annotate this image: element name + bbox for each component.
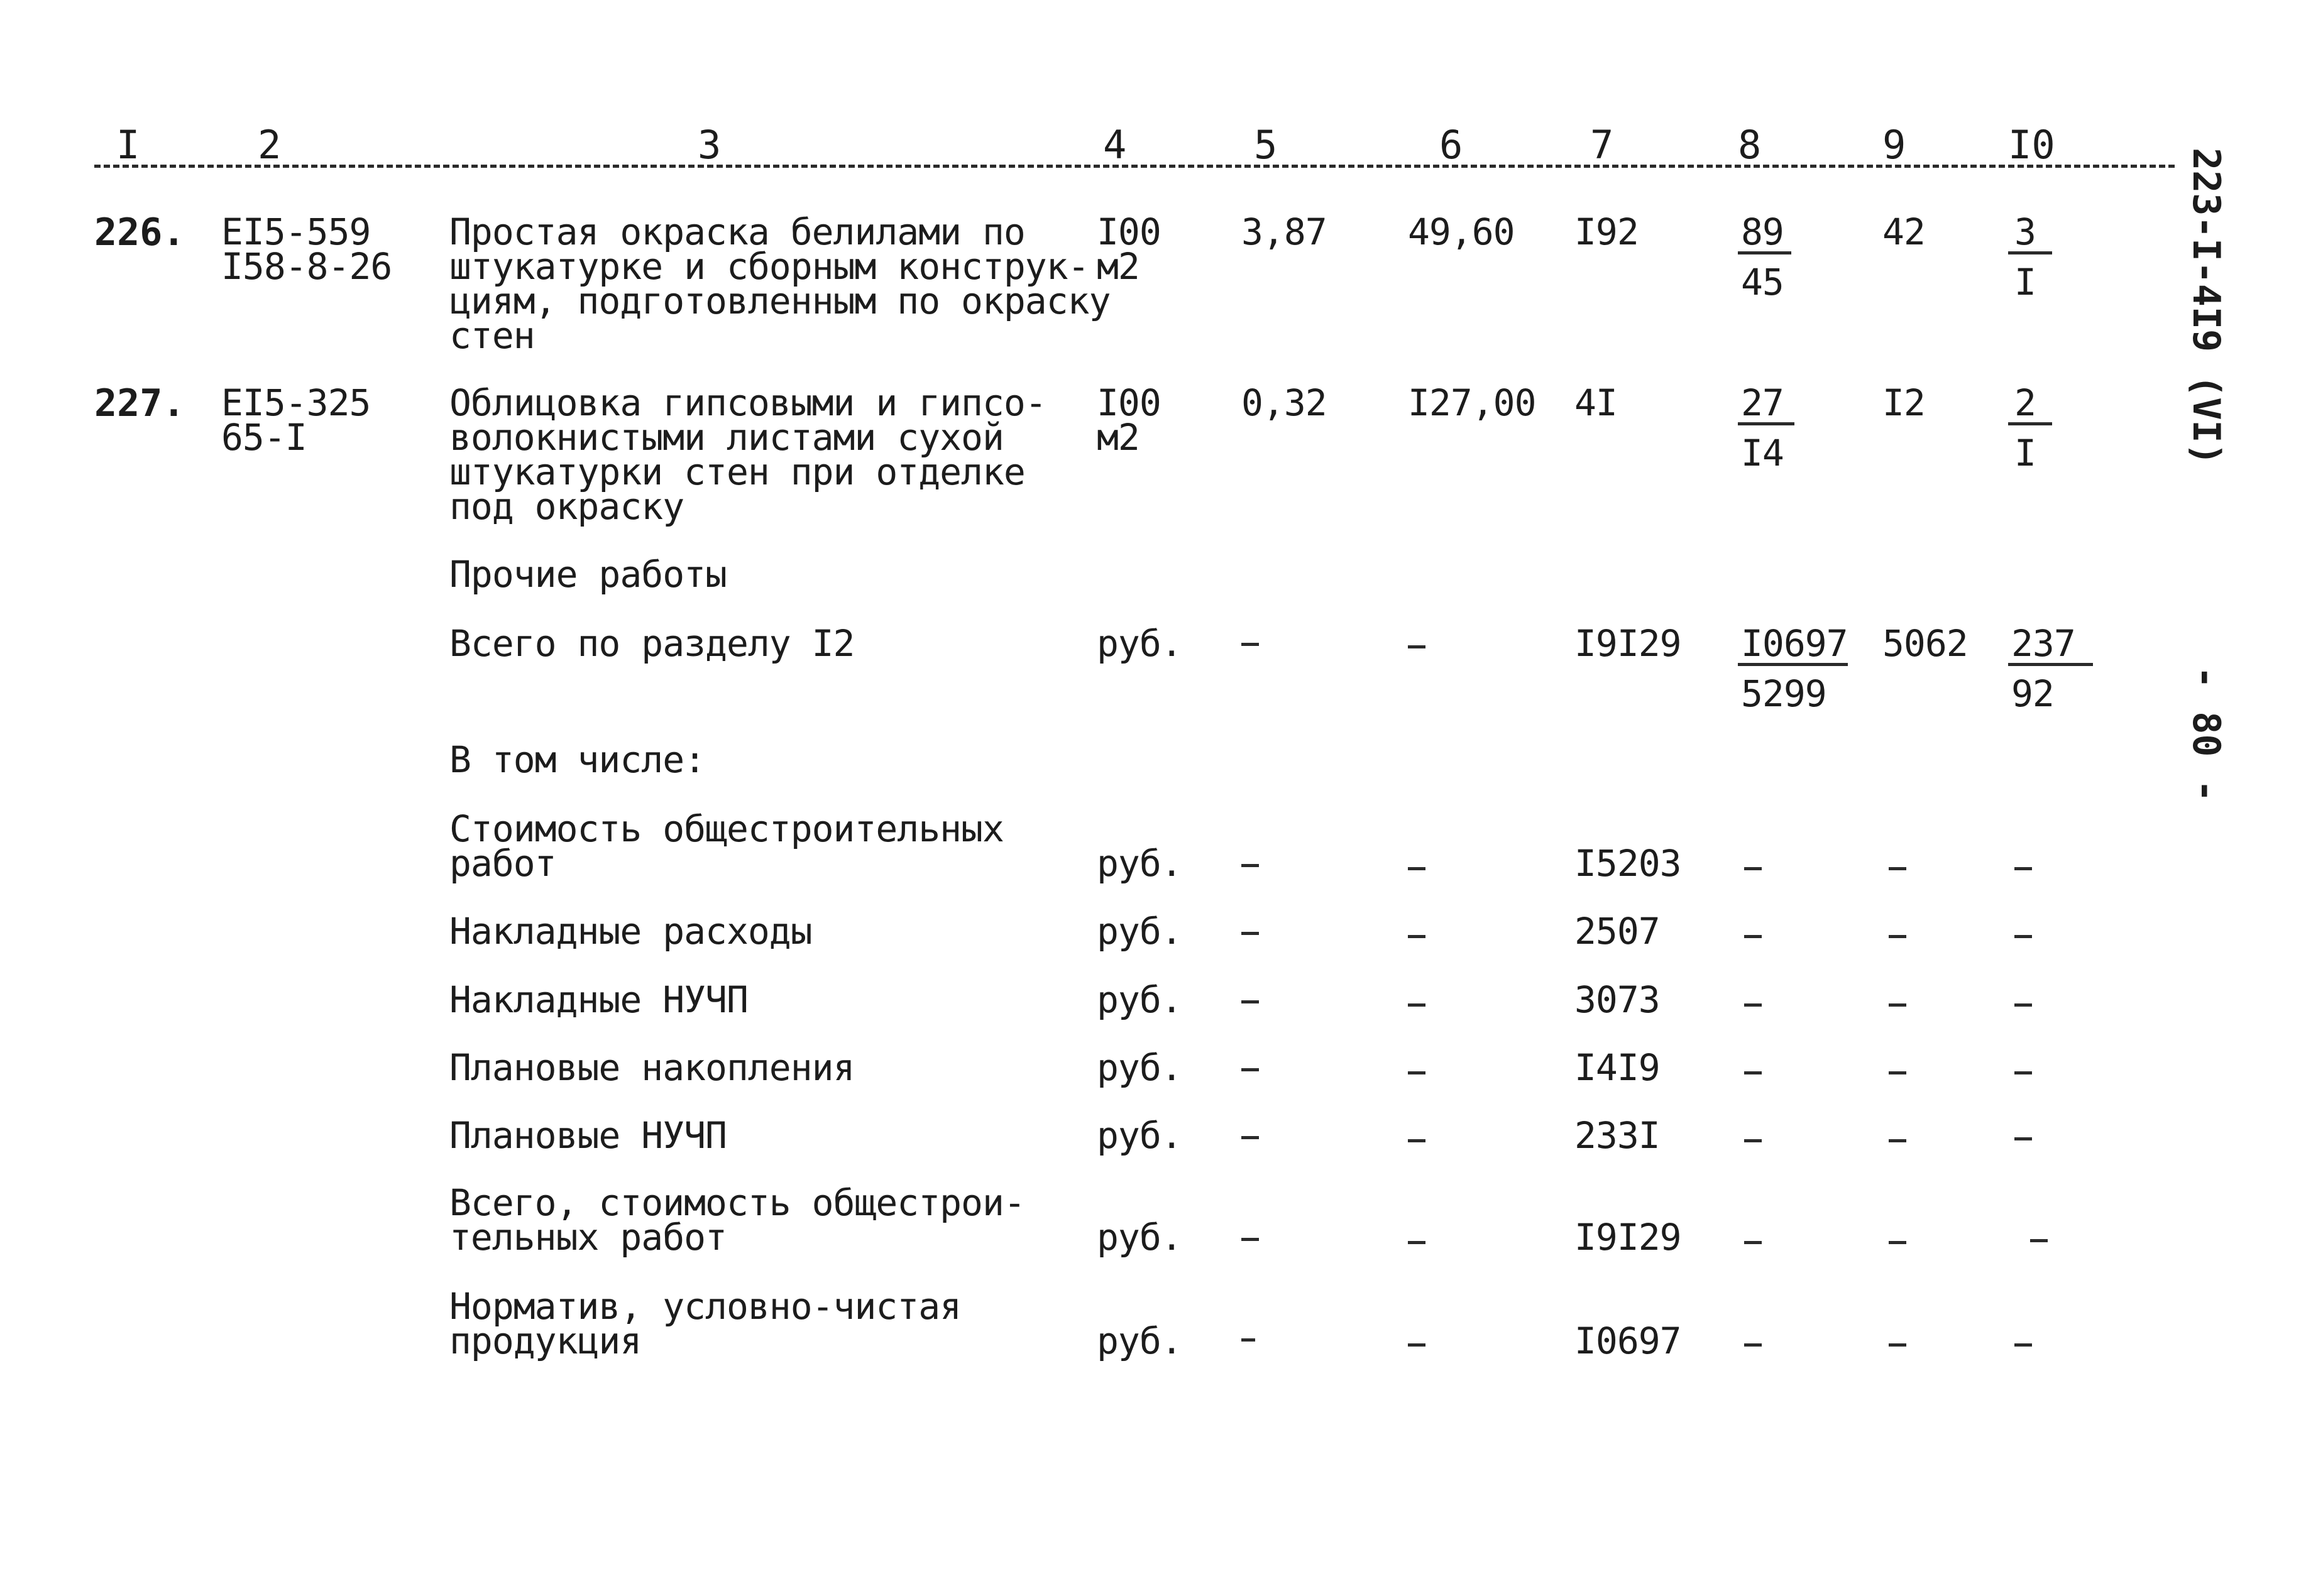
fraction-line [1738, 422, 1794, 425]
cell-col8-top: 27 [1741, 381, 1784, 424]
work-description: волокнистыми листами сухой [449, 416, 1004, 459]
norm-code: I58-8-26 [221, 245, 392, 288]
dash [1889, 1071, 1906, 1074]
cell-col8-top: 89 [1741, 210, 1784, 253]
dash [1744, 935, 1762, 938]
dash [2014, 1071, 2032, 1074]
summary-label: продукция [449, 1320, 642, 1362]
dash [1241, 1068, 1259, 1071]
dash [1408, 1071, 1425, 1074]
fraction-line [2008, 251, 2052, 254]
cell-col10-top: 237 [2011, 622, 2075, 665]
cell-col10-top: 3 [2014, 210, 2036, 253]
summary-label: Норматив, условно-чистая [449, 1285, 962, 1328]
fraction-line [2008, 422, 2052, 425]
dash [2014, 867, 2032, 870]
dash [2014, 1343, 2032, 1347]
dash [1241, 1136, 1259, 1139]
column-header: I0 [2008, 122, 2055, 168]
dash [1744, 1003, 1762, 1007]
cell-col7: 2507 [1574, 910, 1660, 953]
column-header: I [116, 122, 140, 168]
fraction-line [2008, 663, 2093, 666]
document-code: 223-I-4I9 (VI) [2184, 148, 2228, 466]
cell-col7: 4I [1574, 381, 1617, 424]
unit: I00 [1097, 210, 1161, 253]
dash [1241, 1000, 1259, 1003]
unit: I00 [1097, 381, 1161, 424]
dash [1408, 1139, 1425, 1142]
column-header: 9 [1882, 122, 1906, 168]
summary-label: тельных работ [449, 1216, 727, 1259]
unit: м2 [1097, 245, 1140, 288]
cell-col10-top: 2 [2014, 381, 2036, 424]
dash [1241, 932, 1259, 935]
dash [1889, 1003, 1906, 1007]
work-description: штукатурке и сборным конструк- [449, 245, 1089, 288]
cell-col8-bottom: I4 [1741, 432, 1784, 474]
fraction-line [1738, 663, 1848, 666]
dash [1889, 1241, 1906, 1244]
column-header: 7 [1590, 122, 1614, 168]
cell-col7: 233I [1574, 1114, 1660, 1157]
column-header: 2 [258, 122, 282, 168]
dash [1241, 1338, 1255, 1342]
dash [1408, 1241, 1425, 1244]
unit: руб. [1097, 1046, 1182, 1089]
cell-col7: I9I29 [1574, 1216, 1681, 1259]
cell-col6: I27,00 [1408, 381, 1536, 424]
unit: руб. [1097, 622, 1182, 665]
cell-col8-top: I0697 [1741, 622, 1848, 665]
dash [1408, 867, 1425, 870]
unit: руб. [1097, 1320, 1182, 1362]
cell-col10-bottom: I [2014, 432, 2036, 474]
cell-col7: I92 [1574, 210, 1639, 253]
cell-col7: I9I29 [1574, 622, 1681, 665]
work-description: под окраску [449, 485, 684, 528]
cell-col7: I0697 [1574, 1320, 1681, 1362]
dash [1889, 1139, 1906, 1142]
cell-col8-bottom: 5299 [1741, 672, 1826, 715]
dash [2014, 1003, 2032, 1007]
unit: руб. [1097, 910, 1182, 953]
dash [1241, 864, 1259, 867]
summary-label: Плановые накопления [449, 1046, 855, 1089]
summary-label: Стоимость общестроительных [449, 807, 1004, 850]
dash [1744, 1139, 1762, 1142]
summary-label: работ [449, 842, 556, 885]
cell-col7: I5203 [1574, 842, 1681, 885]
column-header: 8 [1738, 122, 1762, 168]
dash [1241, 1238, 1259, 1241]
cell-col10-bottom: I [2014, 261, 2036, 303]
unit: м2 [1097, 416, 1140, 459]
unit: руб. [1097, 1114, 1182, 1157]
dash [1744, 867, 1762, 870]
dash [2014, 935, 2032, 938]
dash [2030, 1239, 2048, 1242]
work-description: штукатурки стен при отделке [449, 451, 1025, 493]
unit: руб. [1097, 978, 1182, 1021]
cell-col10-bottom: 92 [2011, 672, 2054, 715]
work-description: циям, подготовленным по окраску [449, 280, 1111, 322]
column-header: 3 [698, 122, 722, 168]
cell-col9: I2 [1882, 381, 1925, 424]
dash [1241, 643, 1259, 646]
total-label: Всего по разделу I2 [449, 622, 855, 665]
work-description: Простая окраска белилами по [449, 210, 1025, 253]
unit: руб. [1097, 1216, 1182, 1259]
dash [1889, 935, 1906, 938]
fraction-line [1738, 251, 1791, 254]
summary-label: Плановые НУЧП [449, 1114, 727, 1157]
row-number: 227. [94, 381, 185, 425]
cell-col6: 49,60 [1408, 210, 1515, 253]
header-rule [94, 165, 2175, 168]
summary-label: Всего, стоимость общестрои- [449, 1181, 1025, 1224]
dash [1408, 935, 1425, 938]
cell-col5: 0,32 [1241, 381, 1327, 424]
work-description: стен [449, 314, 535, 357]
work-description: Облицовка гипсовыми и гипсо- [449, 381, 1046, 424]
cell-col9: 5062 [1882, 622, 1968, 665]
dash [1889, 1343, 1906, 1347]
row-number: 226. [94, 210, 185, 254]
dash [1408, 1343, 1425, 1347]
column-header: 5 [1254, 122, 1278, 168]
cell-col7: 3073 [1574, 978, 1660, 1021]
cell-col5: 3,87 [1241, 210, 1327, 253]
dash [2014, 1137, 2032, 1140]
cell-col7: I4I9 [1574, 1046, 1660, 1089]
section-heading: Прочие работы [449, 553, 727, 596]
cell-col9: 42 [1882, 210, 1925, 253]
column-header: 6 [1439, 122, 1463, 168]
dash [1408, 645, 1425, 648]
dash [1744, 1343, 1762, 1347]
page-number: - 80 - [2184, 666, 2228, 802]
dash [1744, 1241, 1762, 1244]
norm-code: 65-I [221, 416, 307, 459]
norm-code: EI5-325 [221, 381, 371, 424]
summary-label: Накладные НУЧП [449, 978, 748, 1021]
norm-code: EI5-559 [221, 210, 371, 253]
dash [1889, 867, 1906, 870]
cell-col8-bottom: 45 [1741, 261, 1784, 303]
column-header: 4 [1103, 122, 1127, 168]
unit: руб. [1097, 842, 1182, 885]
summary-label: Накладные расходы [449, 910, 812, 953]
section-heading: В том числе: [449, 738, 706, 781]
dash [1408, 1003, 1425, 1007]
dash [1744, 1071, 1762, 1074]
